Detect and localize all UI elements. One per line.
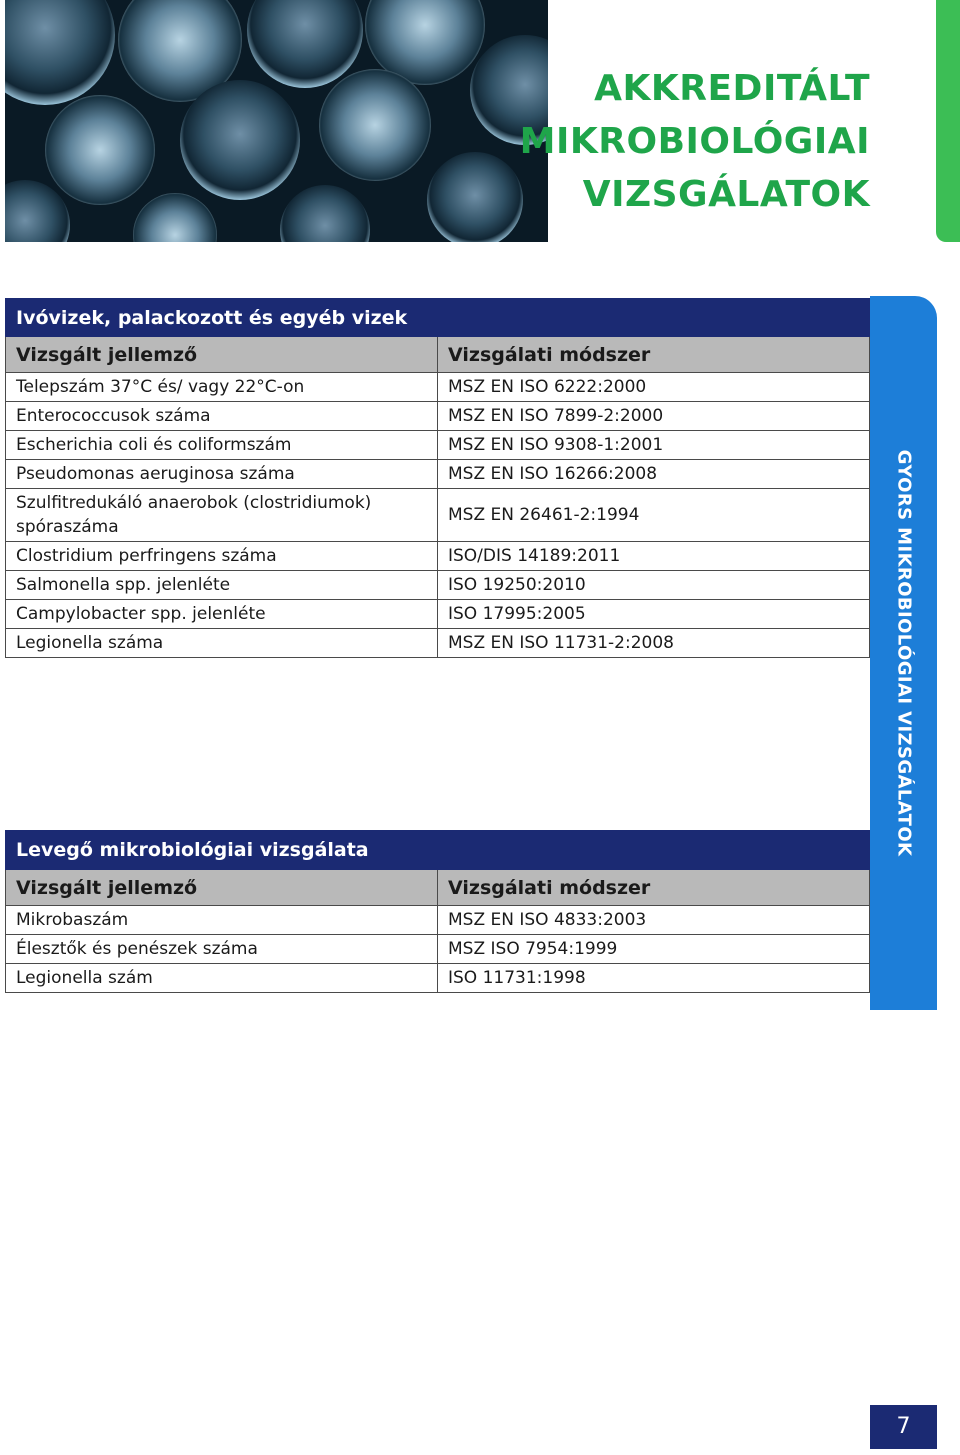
table-row (6, 629, 870, 658)
water-tests-table (5, 298, 870, 658)
feature-cell: Legionella száma (6, 629, 438, 658)
table-row (6, 600, 870, 629)
page-title (520, 62, 870, 221)
air-section-title: Levegő mikrobiológiai vizsgálata (6, 831, 870, 870)
method-cell: ISO/DIS 14189:2011 (438, 542, 870, 571)
method-cell: MSZ EN ISO 4833:2003 (438, 906, 870, 935)
feature-cell: Salmonella spp. jelenléte (6, 571, 438, 600)
feature-cell: Élesztők és penészek száma (6, 935, 438, 964)
method-cell: MSZ EN ISO 7899-2:2000 (438, 402, 870, 431)
microscopy-image (5, 0, 548, 242)
method-cell: ISO 11731:1998 (438, 964, 870, 993)
table-row (6, 571, 870, 600)
method-cell: ISO 19250:2010 (438, 571, 870, 600)
feature-cell: Mikrobaszám (6, 906, 438, 935)
method-cell: MSZ ISO 7954:1999 (438, 935, 870, 964)
title-line-1: AKKREDITÁLT (594, 68, 870, 109)
table-row (6, 431, 870, 460)
table-row (6, 460, 870, 489)
table-row (6, 542, 870, 571)
method-cell: MSZ EN ISO 16266:2008 (438, 460, 870, 489)
page-number: 7 (870, 1405, 937, 1449)
feature-cell: Legionella szám (6, 964, 438, 993)
table-row (6, 402, 870, 431)
air-tests-table (5, 830, 870, 993)
table-row (6, 906, 870, 935)
air-col-method: Vizsgálati módszer (438, 870, 870, 906)
title-line-3: VIZSGÁLATOK (582, 174, 870, 215)
table-row (6, 964, 870, 993)
side-tab (870, 296, 937, 1010)
green-corner-tab (936, 0, 960, 242)
table-row (6, 489, 870, 542)
method-cell: MSZ EN 26461-2:1994 (438, 489, 870, 542)
method-cell: MSZ EN ISO 6222:2000 (438, 373, 870, 402)
side-tab-label: GYORS MIKROBIOLÓGIAI VIZSGÁLATOK (893, 449, 914, 857)
water-section-title: Ivóvizek, palackozott és egyéb vizek (6, 299, 870, 337)
feature-cell: Pseudomonas aeruginosa száma (6, 460, 438, 489)
method-cell: MSZ EN ISO 9308-1:2001 (438, 431, 870, 460)
feature-cell: Telepszám 37°C és/ vagy 22°C-on (6, 373, 438, 402)
feature-cell: Escherichia coli és coliformszám (6, 431, 438, 460)
air-col-feature: Vizsgált jellemző (6, 870, 438, 906)
title-line-2: MIKROBIOLÓGIAI (519, 121, 870, 162)
feature-cell: Clostridium perfringens száma (6, 542, 438, 571)
water-col-method: Vizsgálati módszer (438, 337, 870, 373)
feature-cell: Campylobacter spp. jelenléte (6, 600, 438, 629)
feature-cell: Szulfitredukáló anaerobok (clostridiumok) spóraszáma (6, 489, 438, 542)
table-row (6, 935, 870, 964)
water-col-feature: Vizsgált jellemző (6, 337, 438, 373)
method-cell: MSZ EN ISO 11731-2:2008 (438, 629, 870, 658)
feature-cell: Enterococcusok száma (6, 402, 438, 431)
table-row (6, 373, 870, 402)
method-cell: ISO 17995:2005 (438, 600, 870, 629)
